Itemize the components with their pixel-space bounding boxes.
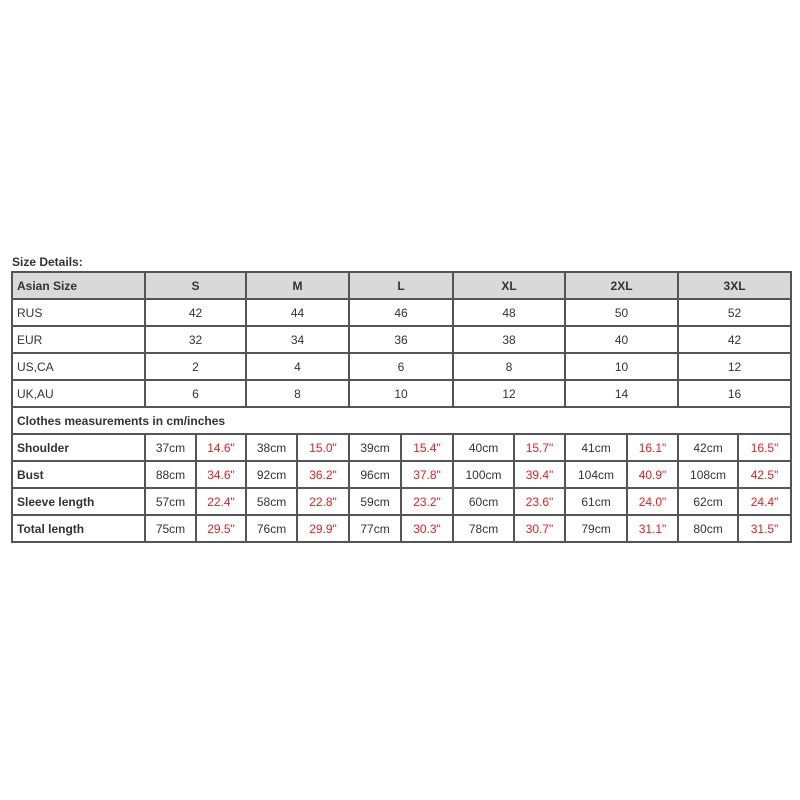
cm-cell: 88cm (145, 461, 196, 488)
table-row (12, 461, 791, 488)
cm-cell: 104cm (565, 461, 627, 488)
table-cell: 52 (678, 299, 791, 326)
table-cell: 36 (349, 326, 453, 353)
table-cell: 6 (349, 353, 453, 380)
inch-cell: 15.0" (297, 434, 349, 461)
size-header-xl: XL (453, 272, 565, 299)
row-label-uk-au: UK,AU (12, 380, 145, 407)
size-header-2xl: 2XL (565, 272, 678, 299)
cm-cell: 60cm (453, 488, 514, 515)
inch-cell: 24.4" (738, 488, 791, 515)
row-label-bust: Bust (12, 461, 145, 488)
table-cell: 12 (678, 353, 791, 380)
table-cell: 8 (246, 380, 349, 407)
size-header-3xl: 3XL (678, 272, 791, 299)
table-cell: 48 (453, 299, 565, 326)
cm-cell: 108cm (678, 461, 738, 488)
inch-cell: 16.5" (738, 434, 791, 461)
cm-cell: 62cm (678, 488, 738, 515)
cm-cell: 77cm (349, 515, 401, 542)
table-row (12, 326, 791, 353)
table-cell: 42 (145, 299, 246, 326)
row-label-sleeve-length: Sleeve length (12, 488, 145, 515)
cm-cell: 61cm (565, 488, 627, 515)
inch-cell: 29.9" (297, 515, 349, 542)
table-row (12, 434, 791, 461)
inch-cell: 39.4" (514, 461, 565, 488)
table-cell: 34 (246, 326, 349, 353)
inch-cell: 22.8" (297, 488, 349, 515)
inch-cell: 31.1" (627, 515, 678, 542)
cm-cell: 100cm (453, 461, 514, 488)
table-row (12, 299, 791, 326)
inch-cell: 42.5" (738, 461, 791, 488)
cm-cell: 76cm (246, 515, 297, 542)
cm-cell: 59cm (349, 488, 401, 515)
inch-cell: 15.7" (514, 434, 565, 461)
inch-cell: 30.3" (401, 515, 453, 542)
inch-cell: 23.6" (514, 488, 565, 515)
table-cell: 16 (678, 380, 791, 407)
row-label-rus: RUS (12, 299, 145, 326)
cm-cell: 37cm (145, 434, 196, 461)
table-row (12, 488, 791, 515)
inch-cell: 30.7" (514, 515, 565, 542)
table-cell: 42 (678, 326, 791, 353)
inch-cell: 34.6" (196, 461, 246, 488)
row-label-shoulder: Shoulder (12, 434, 145, 461)
inch-cell: 22.4" (196, 488, 246, 515)
cm-cell: 79cm (565, 515, 627, 542)
inch-cell: 14.6" (196, 434, 246, 461)
inch-cell: 16.1" (627, 434, 678, 461)
inch-cell: 23.2" (401, 488, 453, 515)
table-cell: 50 (565, 299, 678, 326)
size-header-m: M (246, 272, 349, 299)
table-cell: 14 (565, 380, 678, 407)
table-cell: 40 (565, 326, 678, 353)
cm-cell: 39cm (349, 434, 401, 461)
inch-cell: 29.5" (196, 515, 246, 542)
table-row (12, 353, 791, 380)
row-label-us-ca: US,CA (12, 353, 145, 380)
table-cell: 12 (453, 380, 565, 407)
inch-cell: 31.5" (738, 515, 791, 542)
table-cell: 44 (246, 299, 349, 326)
header-label: Asian Size (12, 272, 145, 299)
cm-cell: 58cm (246, 488, 297, 515)
table-cell: 32 (145, 326, 246, 353)
table-cell: 10 (349, 380, 453, 407)
size-header-s: S (145, 272, 246, 299)
table-cell: 2 (145, 353, 246, 380)
cm-cell: 78cm (453, 515, 514, 542)
cm-cell: 80cm (678, 515, 738, 542)
section-row (12, 407, 791, 434)
table-cell: 4 (246, 353, 349, 380)
table-row (12, 380, 791, 407)
page-title: Size Details: (12, 255, 83, 269)
cm-cell: 92cm (246, 461, 297, 488)
cm-cell: 38cm (246, 434, 297, 461)
inch-cell: 15.4" (401, 434, 453, 461)
size-header-l: L (349, 272, 453, 299)
inch-cell: 24.0" (627, 488, 678, 515)
cm-cell: 57cm (145, 488, 196, 515)
cm-cell: 42cm (678, 434, 738, 461)
size-chart-table (11, 271, 792, 543)
inch-cell: 37.8" (401, 461, 453, 488)
table-row (12, 515, 791, 542)
cm-cell: 41cm (565, 434, 627, 461)
cm-cell: 75cm (145, 515, 196, 542)
header-row (12, 272, 791, 299)
table-cell: 46 (349, 299, 453, 326)
table-cell: 8 (453, 353, 565, 380)
row-label-total-length: Total length (12, 515, 145, 542)
cm-cell: 40cm (453, 434, 514, 461)
table-cell: 6 (145, 380, 246, 407)
table-cell: 10 (565, 353, 678, 380)
table-cell: 38 (453, 326, 565, 353)
inch-cell: 36.2" (297, 461, 349, 488)
section-label: Clothes measurements in cm/inches (12, 407, 791, 434)
inch-cell: 40.9" (627, 461, 678, 488)
row-label-eur: EUR (12, 326, 145, 353)
cm-cell: 96cm (349, 461, 401, 488)
